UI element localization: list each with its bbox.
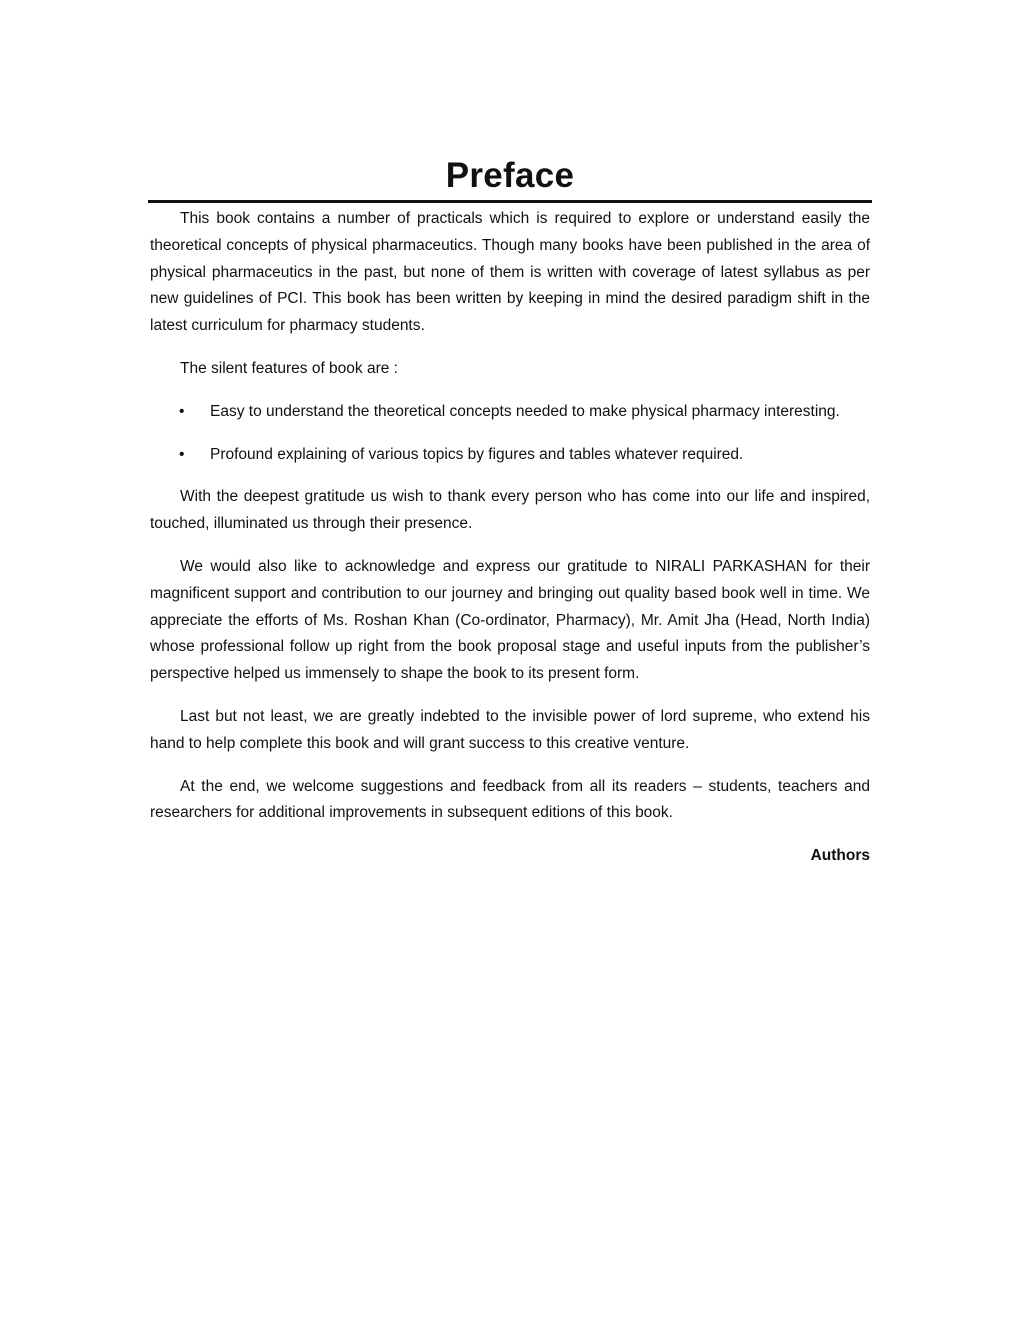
- preface-page: [148, 152, 872, 870]
- bullet-icon: •: [179, 402, 185, 420]
- features-lead-in: The silent features of book are :: [180, 359, 398, 377]
- intro-paragraph: This book contains a number of practicals which is required to explore or understand easily the theoretical concepts of physical pharmaceutics. Though many books have been published in the area of physical pharmaceutics in the past, but none of them is written with coverage of latest syllabus as per new guidelines of PCI. This book has been written by keeping in mind the desired paradigm shift in the latest curriculum for pharmacy students.: [150, 210, 870, 335]
- supreme-paragraph: Last but not least, we are greatly indebted to the invisible power of lord supreme, who extend his hand to help complete this book and will grant success to this creative venture.: [150, 707, 870, 752]
- list-item-text: Profound explaining of various topics by figures and tables whatever required.: [210, 445, 744, 463]
- features-list: [150, 399, 870, 469]
- gratitude-paragraph: With the deepest gratitude us wish to thank every person who has come into our life and inspired, touched, illuminated us through their presence.: [150, 488, 870, 533]
- preface-body: [148, 206, 872, 870]
- title-divider: [148, 200, 872, 203]
- bullet-icon: •: [179, 445, 185, 463]
- list-item-text: Easy to understand the theoretical concepts needed to make physical pharmacy interesting.: [210, 402, 840, 420]
- page-title: Preface: [445, 156, 575, 195]
- authors-signature: Authors: [810, 847, 870, 865]
- list-item: [150, 442, 870, 469]
- list-item: [150, 399, 870, 426]
- acknowledgement-paragraph: We would also like to acknowledge and express our gratitude to NIRALI PARKASHAN for their magnificent support and contribution to our journey and bringing out quality based book well in time. We appreciate the efforts of Ms. Roshan Khan (Co-ordinator, Pharmacy), Mr. Amit Jha (Head, North India) whose professional follow up right from the book proposal stage and useful inputs from the publisher’s perspective helped us immensely to shape the book to its present form.: [150, 557, 870, 683]
- feedback-paragraph: At the end, we welcome suggestions and feedback from all its readers – students, teachers and researchers for additional improvements in subsequent editions of this book.: [150, 777, 870, 822]
